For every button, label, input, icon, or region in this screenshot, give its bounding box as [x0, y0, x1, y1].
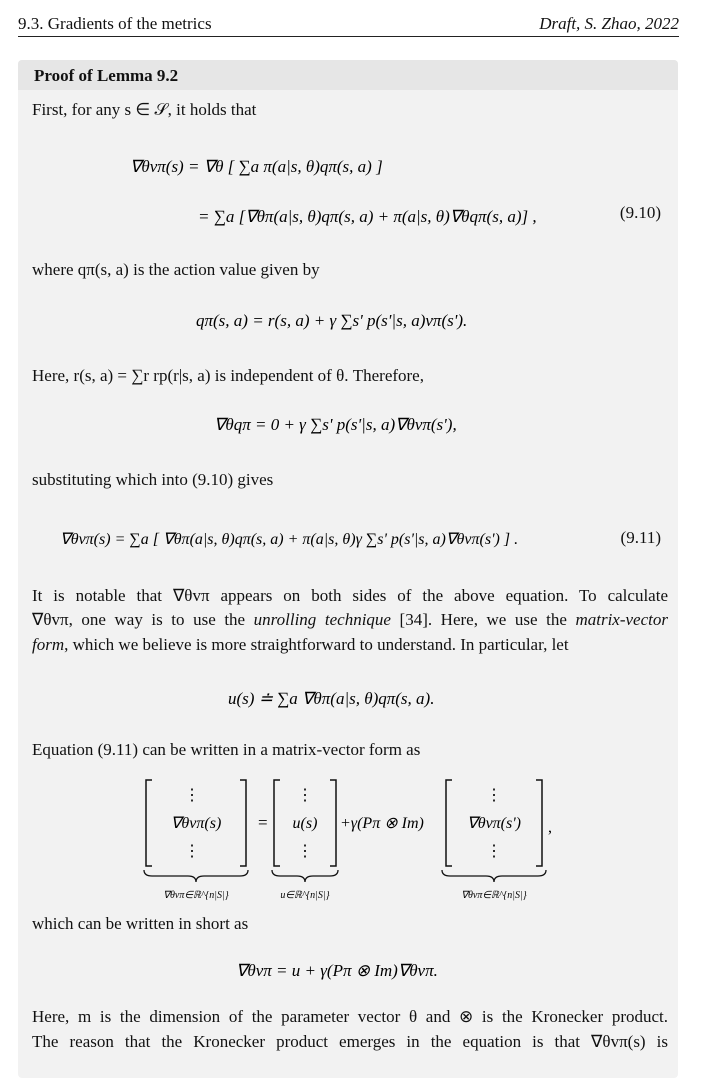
line3-post: , which we believe is more straightforward to understand. In particular, let	[64, 635, 569, 654]
right-dots-top: ⋮	[486, 787, 502, 804]
left-underbrace-label: ∇θvπ∈ℝ^{n|S|}	[163, 890, 229, 901]
paragraph-kronecker-line1	[32, 1005, 668, 1029]
equation-matrix	[140, 774, 560, 904]
eq910-line1: ∇θvπ(s) = ∇θ [ ∑a π(a|s, θ)qπ(s, a) ]	[130, 157, 383, 176]
equation-grad-q	[214, 400, 534, 450]
author-line: Draft, S. Zhao, 2022	[539, 14, 679, 33]
mid-entry: u(s)	[292, 815, 318, 832]
section-title: 9.3. Gradients of the metrics	[18, 14, 212, 33]
equation-9-11	[60, 512, 600, 572]
left-dots-bottom: ⋮	[184, 843, 200, 860]
eq911-number: (9.11)	[620, 528, 661, 547]
eq-gradq-text: ∇θqπ = 0 + γ ∑s' p(s'|s, a)∇θvπ(s'),	[214, 415, 457, 434]
paragraph-notable-line3	[32, 633, 668, 657]
paragraph-kronecker-line2-text: The reason that the Kronecker product emerges in the equation is that ∇θvπ(s) is	[32, 1032, 668, 1051]
paragraph-substituting	[32, 468, 668, 492]
unrolling-technique-term: unrolling technique	[253, 610, 391, 629]
paragraph-intro	[32, 98, 668, 122]
mid-underbrace-label: u∈ℝ^{n|S|}	[280, 890, 330, 901]
left-dots-top: ⋮	[184, 787, 200, 804]
eq-short-text: ∇θvπ = u + γ(Pπ ⊗ Im)∇θvπ.	[236, 961, 438, 980]
paragraph-notable-line1	[32, 584, 668, 608]
paragraph-reward-text: Here, r(s, a) = ∑r rp(r|s, a) is independent of θ. Therefore,	[32, 366, 424, 385]
proof-title-bar	[18, 60, 678, 90]
paragraph-action-value	[32, 258, 668, 282]
eq910-number: (9.10)	[619, 203, 661, 222]
matrix-vector-term: matrix-vector	[575, 610, 668, 629]
form-term: form	[32, 635, 65, 654]
eq-q-text: qπ(s, a) = r(s, a) + γ ∑s' p(s'|s, a)vπ(s').	[196, 311, 468, 330]
equation-9-10	[130, 140, 570, 250]
right-underbrace-label: ∇θvπ∈ℝ^{n|S|}	[461, 890, 527, 901]
equation-q	[196, 296, 556, 346]
equals-sign: =	[258, 813, 268, 832]
trailing-comma: ,	[548, 819, 552, 836]
left-vector-open-bracket	[146, 780, 152, 866]
paragraph-kronecker-line2	[32, 1030, 668, 1054]
paragraph-reward	[32, 364, 668, 388]
eq910-line2: = ∑a [∇θπ(a|s, θ)qπ(s, a) + π(a|s, θ)∇θqπ(s, a)] ,	[198, 207, 537, 226]
paragraph-substituting-text: substituting which into (9.10) gives	[32, 470, 274, 489]
right-entry: ∇θvπ(s')	[467, 815, 521, 832]
line2-post: [34]. Here, we use the	[390, 610, 576, 629]
paragraph-notable-line1-text: It is notable that ∇θvπ appears on both sides of the above equation. To calculate	[32, 586, 668, 605]
mid-vector-close-bracket	[330, 780, 336, 866]
equation-u	[228, 674, 508, 724]
mid-dots-bottom: ⋮	[297, 843, 313, 860]
left-entry: ∇θvπ(s)	[170, 815, 222, 832]
eq911-text: ∇θvπ(s) = ∑a [ ∇θπ(a|s, θ)qπ(s, a) + π(a|s, θ)γ ∑s' p(s'|s, a)∇θvπ(s') ] .	[60, 531, 519, 548]
mid-vector-open-bracket	[274, 780, 280, 866]
mid-underbrace	[272, 870, 338, 882]
left-vector-close-bracket	[240, 780, 246, 866]
right-vector-close-bracket	[536, 780, 542, 866]
line2-pre: ∇θvπ, one way is to use the	[32, 610, 254, 629]
proof-title: Proof of Lemma 9.2	[34, 66, 179, 85]
operator-term: +γ(Pπ ⊗ Im)	[340, 815, 424, 832]
right-underbrace	[442, 870, 546, 882]
equation-short	[236, 948, 496, 992]
mid-dots-top: ⋮	[297, 787, 313, 804]
paragraph-equation-matrix	[32, 738, 668, 762]
page-header	[18, 12, 679, 37]
paragraph-intro-text: First, for any s ∈ 𝒮, it holds that	[32, 100, 257, 119]
left-underbrace	[144, 870, 248, 882]
paragraph-action-value-text: where qπ(s, a) is the action value given by	[32, 260, 320, 279]
paragraph-short-text: which can be written in short as	[32, 914, 249, 933]
right-dots-bottom: ⋮	[486, 843, 502, 860]
paragraph-notable-line2	[32, 608, 668, 632]
paragraph-short	[32, 912, 668, 936]
paragraph-equation-matrix-text: Equation (9.11) can be written in a matrix-vector form as	[32, 740, 421, 759]
eq-u-text: u(s) ≐ ∑a ∇θπ(a|s, θ)qπ(s, a).	[228, 689, 435, 708]
paragraph-kronecker-line1-text: Here, m is the dimension of the parameter vector θ and ⊗ is the Kronecker product.	[32, 1007, 668, 1026]
right-vector-open-bracket	[446, 780, 452, 866]
